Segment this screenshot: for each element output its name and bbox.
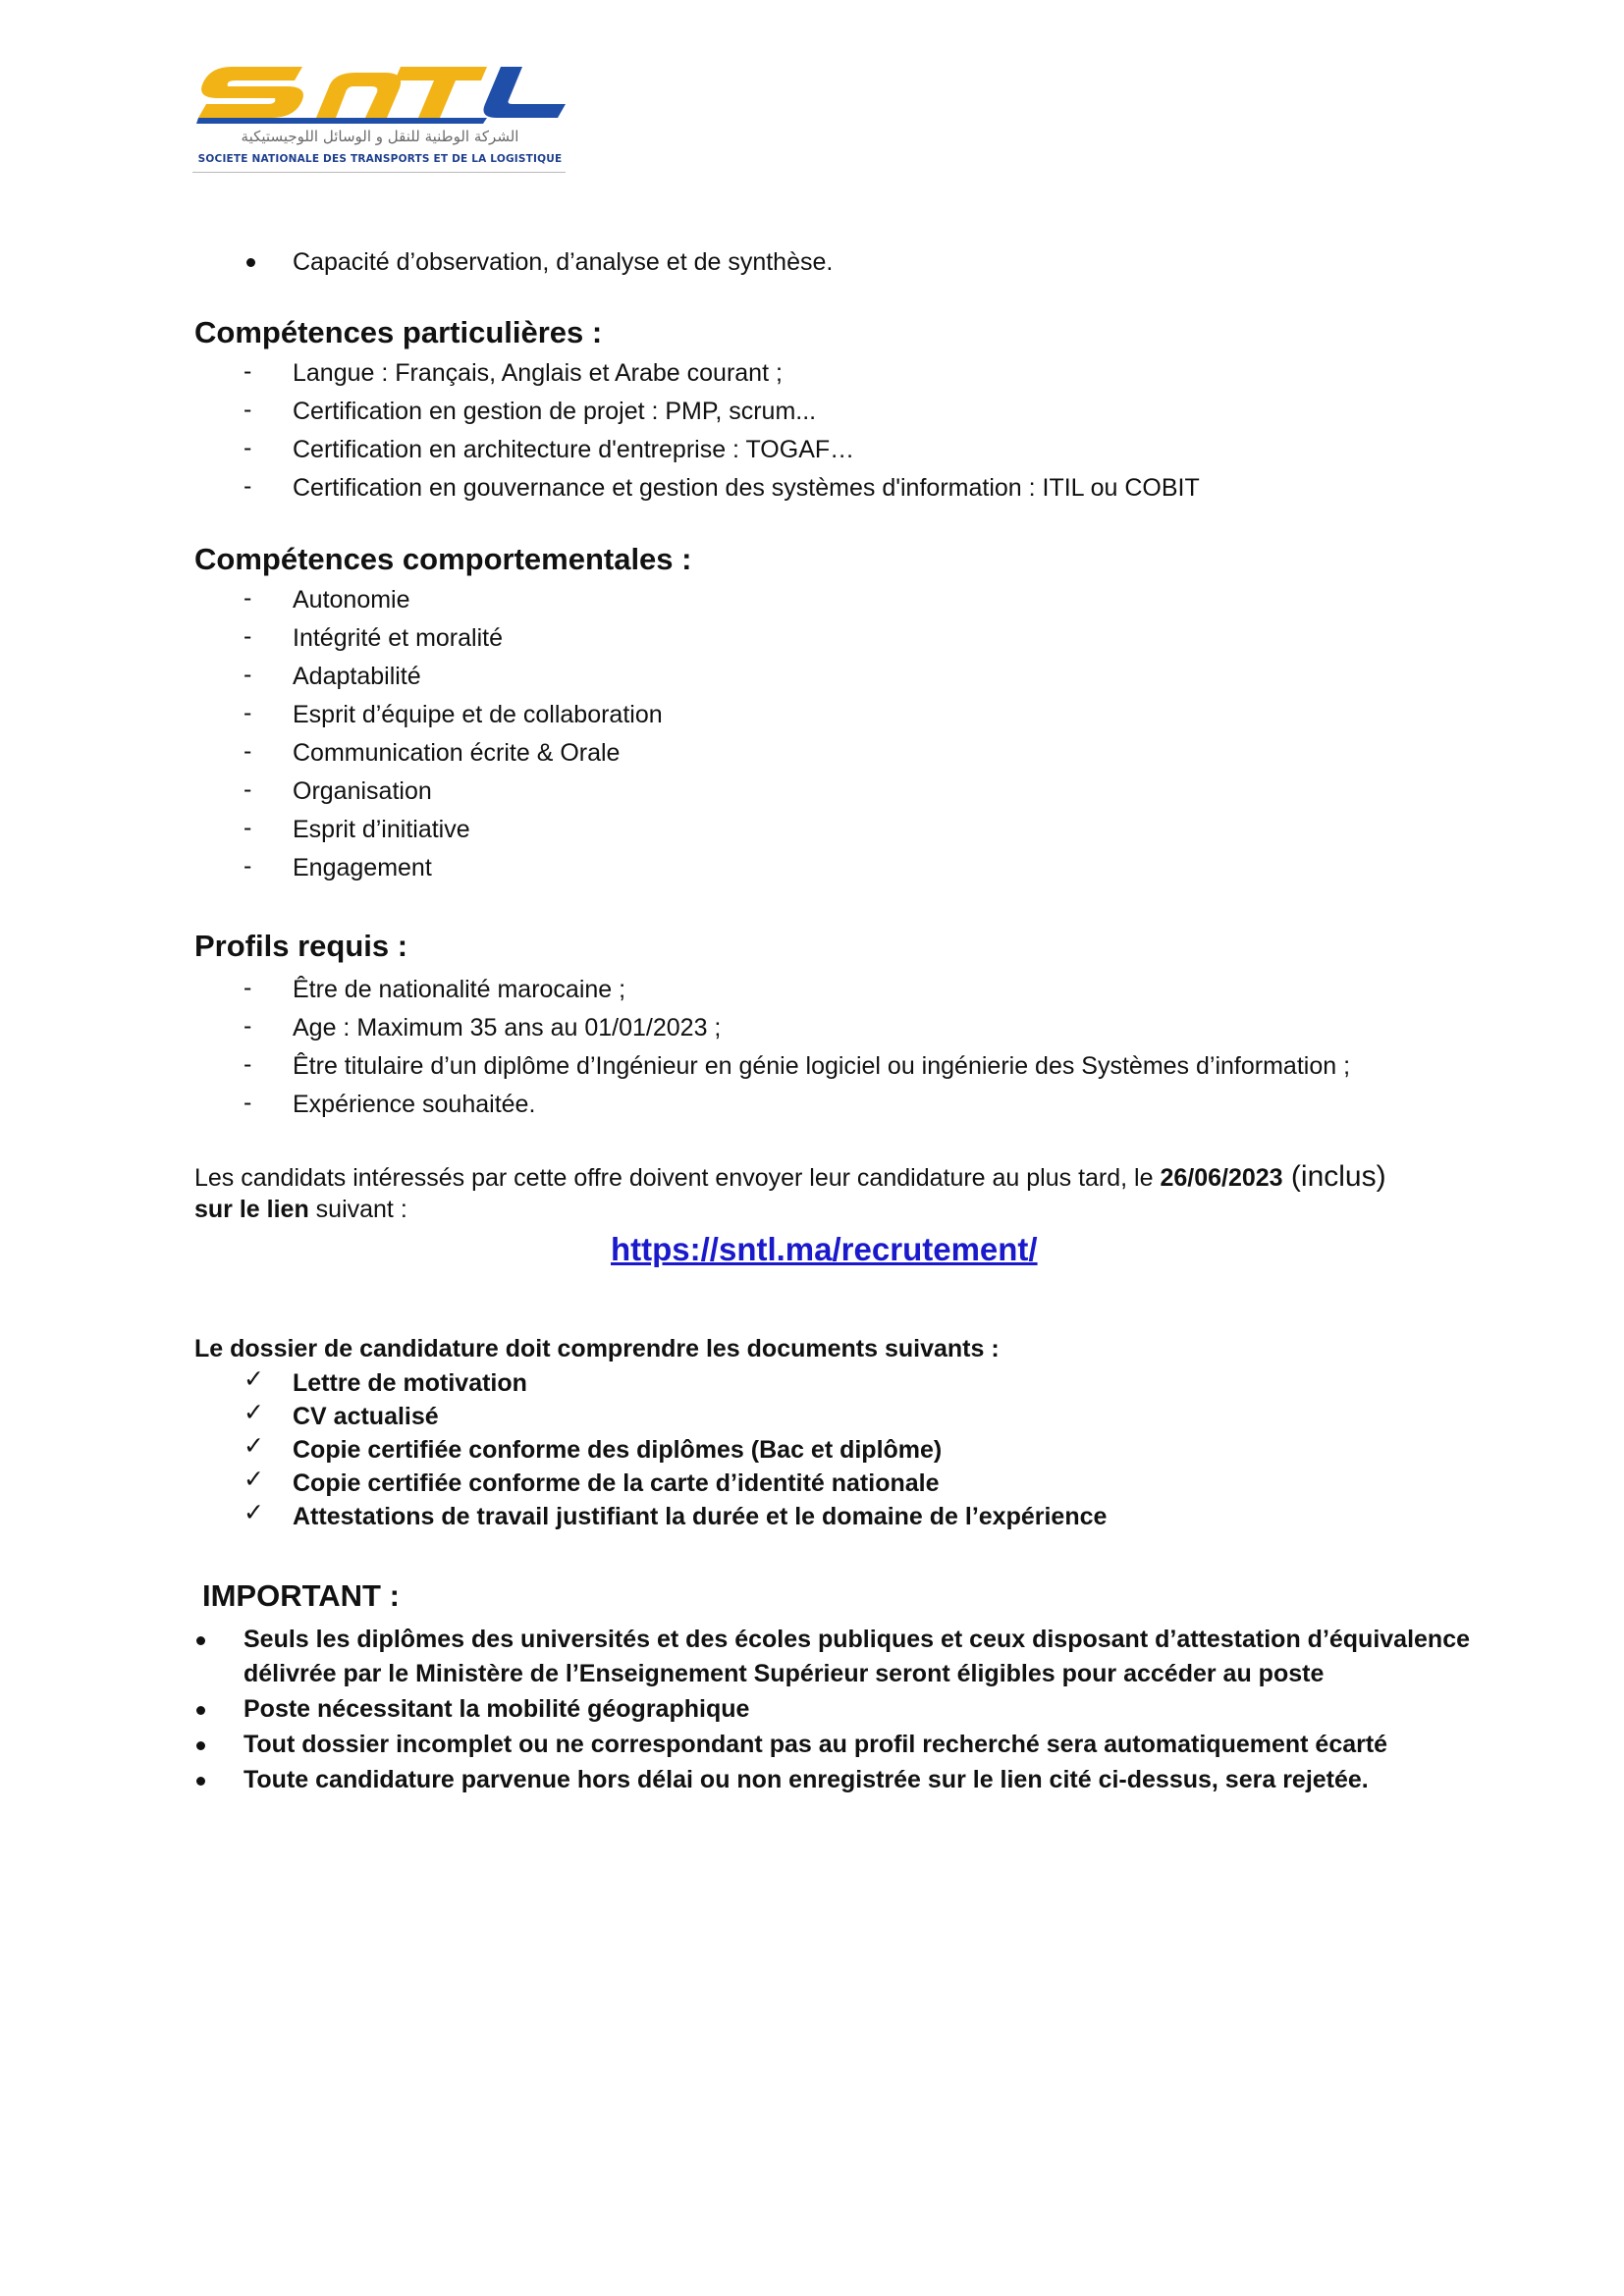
bullet-icon [196, 1777, 205, 1786]
checkmark-icon: ✓ [244, 1365, 264, 1393]
dash-icon: - [244, 699, 252, 726]
deadline-text: Les candidats intéressés par cette offre doivent envoyer leur candidature au plus tard, le [194, 1164, 1161, 1192]
checklist-item: Copie certifiée conforme des diplômes (Bac et diplôme) [293, 1436, 943, 1464]
dash-icon: - [244, 737, 252, 765]
list-item: Organisation [293, 777, 432, 805]
important-item: Seuls les diplômes des universités et des écoles publiques et ceux disposant d’attestation d’équivalence [244, 1626, 1471, 1653]
list-item: Expérience souhaitée. [293, 1091, 536, 1118]
checklist-item: Attestations de travail justifiant la durée et le domaine de l’expérience [293, 1503, 1108, 1530]
list-item: Certification en architecture d'entreprise : TOGAF… [293, 436, 855, 463]
bullet-icon [196, 1741, 205, 1750]
checkmark-icon: ✓ [244, 1432, 264, 1460]
important-item: Toute candidature parvenue hors délai ou non enregistrée sur le lien cité ci-dessus, sera rejetée. [244, 1766, 1369, 1793]
list-item: Certification en gestion de projet : PMP, scrum... [293, 398, 817, 425]
bullet-icon [196, 1636, 205, 1645]
dossier-title: Le dossier de candidature doit comprendre les documents suivants : [194, 1335, 1000, 1362]
logo-arabic-text: الشركة الوطنية للنقل و الوسائل اللوجيستيكية [241, 128, 519, 145]
dash-icon: - [244, 1089, 252, 1116]
bullet-icon [196, 1706, 205, 1715]
logo-divider [192, 172, 566, 173]
deadline-date: 26/06/2023 [1160, 1164, 1283, 1192]
important-item: délivrée par le Ministère de l’Enseignement Supérieur seront éligibles pour accéder au poste [244, 1660, 1325, 1687]
dash-icon: - [244, 974, 252, 1001]
list-item: Communication écrite & Orale [293, 739, 621, 767]
list-item: Langue : Français, Anglais et Arabe courant ; [293, 359, 783, 387]
deadline-included: (inclus) [1282, 1160, 1386, 1193]
bullet-icon [246, 258, 255, 267]
dash-icon: - [244, 775, 252, 803]
deadline-paragraph [194, 1162, 1386, 1192]
dash-icon: - [244, 661, 252, 688]
dash-icon: - [244, 1012, 252, 1040]
list-item: Autonomie [293, 586, 410, 614]
list-item: Être titulaire d’un diplôme d’Ingénieur en génie logiciel ou ingénierie des Systèmes d’information ; [293, 1052, 1351, 1080]
important-item: Poste nécessitant la mobilité géographique [244, 1695, 750, 1723]
section-title-competences-comportementales: Compétences comportementales : [194, 542, 692, 576]
checklist-item: Lettre de motivation [293, 1369, 527, 1397]
checkmark-icon: ✓ [244, 1499, 264, 1526]
list-item: Engagement [293, 854, 432, 881]
dash-icon: - [244, 396, 252, 423]
checklist-item: CV actualisé [293, 1403, 439, 1430]
deadline-paragraph-line2 [194, 1198, 407, 1222]
dash-icon: - [244, 852, 252, 880]
recruitment-link[interactable]: https://sntl.ma/recrutement/ [611, 1231, 1038, 1267]
important-item: Tout dossier incomplet ou ne correspondant pas au profil recherché sera automatiquement écarté [244, 1731, 1388, 1758]
list-item: Esprit d’initiative [293, 816, 470, 843]
list-item: Certification en gouvernance et gestion des systèmes d'information : ITIL ou COBIT [293, 474, 1200, 502]
list-item: Intégrité et moralité [293, 624, 503, 652]
checklist-item: Copie certifiée conforme de la carte d’identité nationale [293, 1469, 940, 1497]
section-title-profils-requis: Profils requis : [194, 929, 408, 963]
intro-item: Capacité d’observation, d’analyse et de synthèse. [293, 248, 834, 276]
dash-icon: - [244, 1050, 252, 1078]
important-title: IMPORTANT : [202, 1578, 400, 1613]
logo-subtitle: SOCIETE NATIONALE DES TRANSPORTS ET DE LA LOGISTIQUE [197, 153, 563, 165]
deadline-link-suffix: suivant : [308, 1196, 407, 1223]
dash-icon: - [244, 814, 252, 841]
sntl-logo [192, 61, 569, 177]
sntl-logo-mark [192, 61, 569, 126]
dash-icon: - [244, 434, 252, 461]
list-item: Esprit d’équipe et de collaboration [293, 701, 663, 728]
dash-icon: - [244, 622, 252, 650]
checkmark-icon: ✓ [244, 1399, 264, 1426]
list-item: Être de nationalité marocaine ; [293, 976, 626, 1003]
dash-icon: - [244, 472, 252, 500]
dash-icon: - [244, 584, 252, 612]
checkmark-icon: ✓ [244, 1466, 264, 1493]
section-title-competences-particulieres: Compétences particulières : [194, 315, 603, 349]
dash-icon: - [244, 357, 252, 385]
list-item: Adaptabilité [293, 663, 421, 690]
list-item: Age : Maximum 35 ans au 01/01/2023 ; [293, 1014, 722, 1041]
deadline-link-label: sur le lien [194, 1196, 309, 1223]
